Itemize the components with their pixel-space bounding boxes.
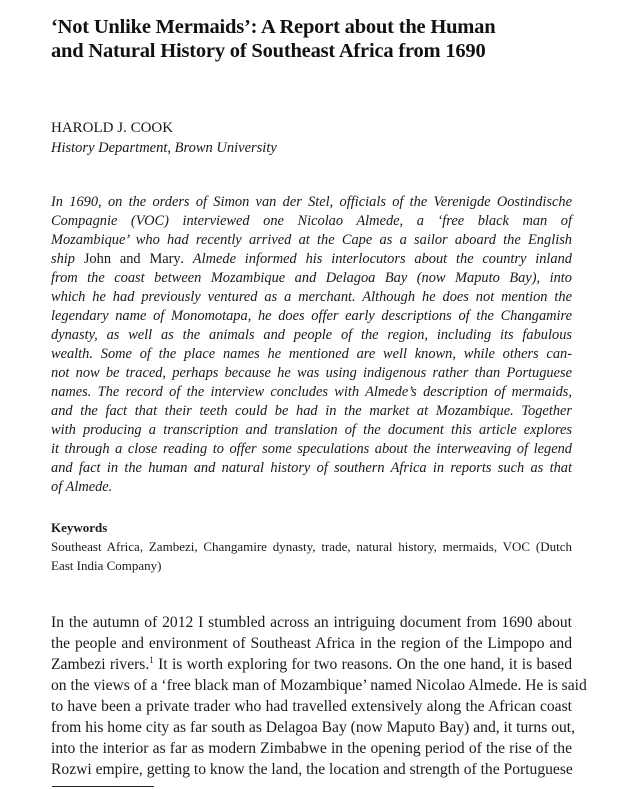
abstract-text: In 1690, on the orders of Simon van der Stel, officials of the Verenigde Oostindische: [51, 194, 572, 210]
abstract-line: [51, 459, 572, 478]
abstract-text: of Almede.: [51, 479, 113, 495]
article-title: [51, 15, 572, 63]
abstract-text: ship: [51, 251, 84, 267]
body-paragraph: [51, 612, 587, 780]
abstract-line: [51, 193, 572, 212]
body-line: [51, 759, 572, 780]
author-name: HAROLD J. COOK: [51, 120, 174, 136]
abstract-text: and fact in the human and natural history of southern Africa in reports such as that: [51, 460, 572, 476]
abstract-line: [51, 326, 572, 345]
body-text: the people and environment of Southeast Africa in the region of the Limpopo and: [51, 635, 572, 652]
abstract-line: [51, 231, 572, 250]
title-line: ‘Not Unlike Mermaids’: A Report about the Human: [51, 16, 496, 38]
abstract-line: [51, 288, 572, 307]
abstract-line: [51, 364, 572, 383]
keywords-line: East India Company): [51, 558, 162, 573]
abstract-line: [51, 269, 572, 288]
body-line: [51, 696, 572, 717]
abstract: [51, 193, 572, 497]
author-affiliation: History Department, Brown University: [51, 140, 277, 156]
abstract-text: with producing a transcription and translation of the document this article explores: [51, 422, 572, 438]
abstract-text: wealth. Some of the place names he mentioned are well known, while others can-: [51, 346, 572, 362]
body-text: from his home city as far south as Delagoa Bay (now Maputo Bay) and, it turns out,: [51, 719, 576, 736]
body-text: It is worth exploring for two reasons. On the one hand, it is based: [153, 656, 572, 673]
body-line: [51, 612, 572, 633]
abstract-line: [51, 212, 572, 231]
abstract-text: Compagnie (VOC) interviewed one Nicolao Almede, a ‘free black man of: [51, 213, 572, 229]
abstract-line: [51, 440, 572, 459]
abstract-line: [51, 402, 572, 421]
body-line: [51, 738, 572, 759]
body-text: on the views of a ‘free black man of Mozambique’ named Nicolao Almede. He is said: [51, 677, 587, 694]
keywords-list: [51, 537, 572, 575]
abstract-text: legendary name of Monomotapa, he does offer early descriptions of the Changamire: [51, 308, 572, 324]
abstract-line: [51, 250, 572, 269]
body-text: into the interior as far as modern Zimbabwe in the opening period of the rise of the: [51, 740, 572, 757]
body-text: Rozwi empire, getting to know the land, the location and strength of the Portuguese: [51, 761, 573, 778]
abstract-text: from the coast between Mozambique and Delagoa Bay (now Maputo Bay), into: [51, 270, 572, 286]
body-text: to have been a private trader who had travelled extensively along the African coast: [51, 698, 572, 715]
title-line: and Natural History of Southeast Africa from 1690: [51, 40, 486, 62]
body-line: [51, 654, 572, 675]
abstract-text: not now be traced, perhaps because he was using indigenous rather than Portuguese: [51, 365, 572, 381]
abstract-text: Mozambique’ who had recently arrived at the Cape as a sailor aboard the English: [51, 232, 572, 248]
abstract-line: [51, 421, 572, 440]
body-line: [51, 633, 572, 654]
footnote-separator: [52, 786, 154, 787]
footnote-marker[interactable]: 1: [149, 655, 154, 665]
keywords-line: Southeast Africa, Zambezi, Changamire dynasty, trade, natural history, mermaids, VOC (Dutch: [51, 539, 572, 554]
body-line: [51, 717, 576, 738]
abstract-text: dynasty, as well as the animals and people of the region, including its fabulous: [51, 327, 572, 343]
body-text: Zambezi rivers.: [51, 656, 150, 673]
body-line: [51, 675, 587, 696]
abstract-text: which he had previously ventured as a merchant. Although he does not mention the: [51, 289, 572, 305]
body-text: In the autumn of 2012 I stumbled across an intriguing document from 1690 about: [51, 614, 572, 631]
abstract-line: [51, 307, 572, 326]
abstract-text: . Almede informed his interlocutors about the country inland: [180, 251, 572, 267]
abstract-line: [51, 345, 572, 364]
abstract-line: [51, 478, 572, 497]
abstract-text: names. The record of the interview concludes with Almede’s description of mermaids,: [51, 384, 572, 400]
abstract-text: and the fact that their teeth could be had in the market at Mozambique. Together: [51, 403, 572, 419]
abstract-line: [51, 383, 572, 402]
ship-name: John and Mary: [83, 251, 181, 267]
keywords-heading: Keywords: [51, 520, 108, 535]
abstract-text: it through a close reading to offer some speculations about the interweaving of legend: [51, 441, 572, 457]
